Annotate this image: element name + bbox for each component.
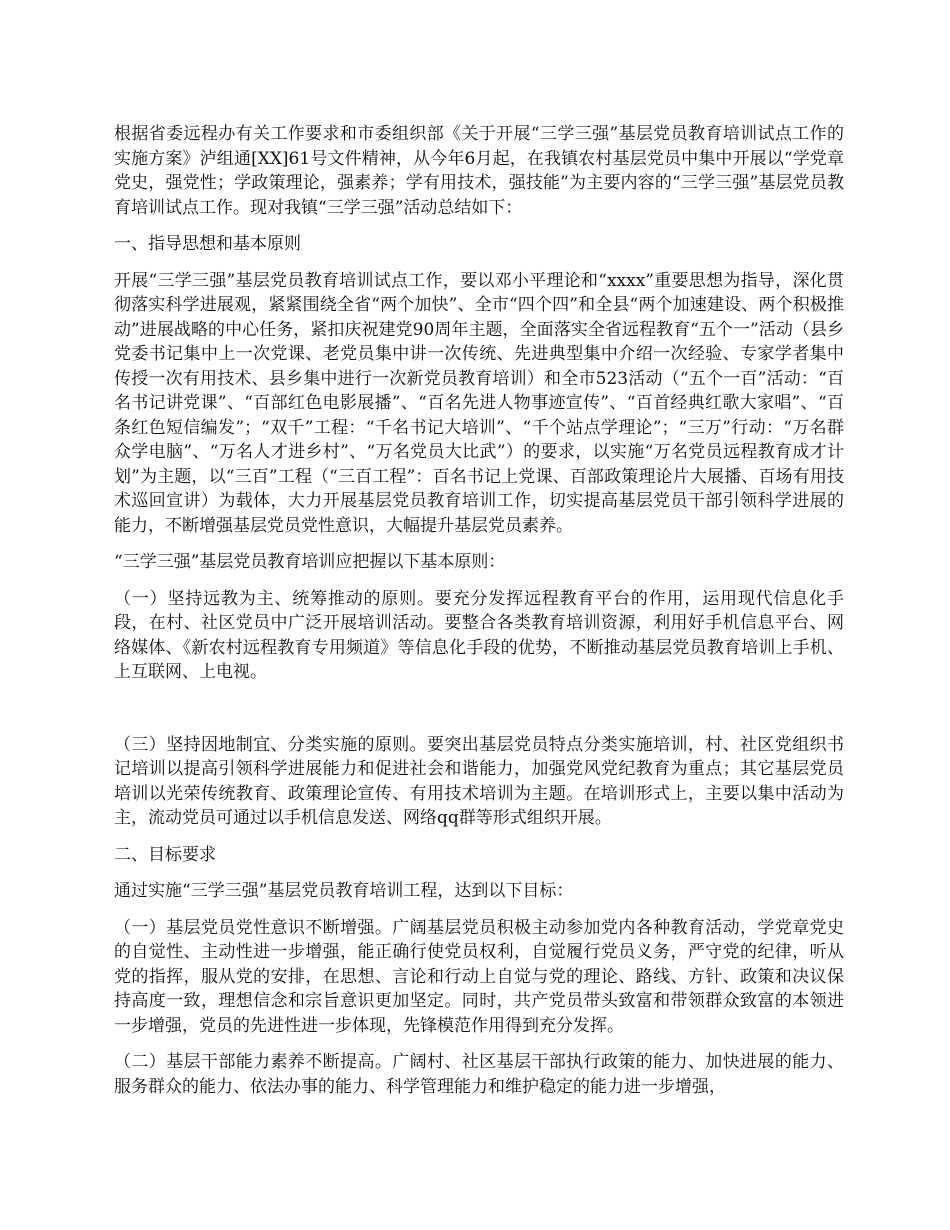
section-1-paragraph-4: （三）坚持因地制宜、分类实施的原则。要突出基层党员特点分类实施培训，村、社区党组织书记培训以提高引领科学进展能力和促进社会和谐能力，加强党风党纪教育为重点；其它基层党员培训以光荣传统教育、政策理论宣传、有用技术培训为主题。在培训形式上，主要以集中活动为主，流动党员可通过以手机信息发送、网络qq群等形式组织开展。	[114, 734, 844, 828]
blank-gap	[114, 697, 844, 733]
section-2-paragraph-1: 通过实施“三学三强”基层党员教育培训工程，达到以下目标：	[114, 881, 574, 901]
section-1-paragraph-1: 开展“三学三强”基层党员教育培训试点工作，要以邓小平理论和“xxxx”重要思想为指导，深化贯彻落实科学进展观，紧紧围绕全省“两个加快”、全市“四个四”和全县“两个加速建设、两个积极推动”进展战略的中心任务，紧扣庆祝建党90周年主题，全面落实全省远程教育“五个一”活动（县乡党委书记集中上一次党课、老党员集中讲一次传统、先进典型集中介绍一次经验、专家学者集中传授一次有用技术、县乡集中进行一次新党员教育培训）和全市523活动（“五个一百”活动：“百名书记讲党课”、“百部红色电影展播”、“百名先进人物事迹宣传”、“百首经典红歌大家唱”、“百条红色短信编发”；“双千”工程：“千名书记大培训”、“千个站点学理论”；“三万”行动：“万名群众学电脑”、“万名人才进乡村”、“万名党员大比武”）的要求，以实施“万名党员远程教育成才计划”为主题，以“三百”工程（“三百工程”：百名书记上党课、百部政策理论片大展播、百场有用技术巡回宣讲）为载体，大力开展基层党员教育培训工作，切实提高基层党员干部引领科学进展的能力，不断增强基层党员党性意识，大幅提升基层党员素养。	[114, 270, 844, 536]
section-1-heading: 一、指导思想和基本原则	[114, 234, 301, 254]
section-2-heading: 二、目标要求	[114, 844, 216, 865]
intro-paragraph: 根据省委远程办有关工作要求和市委组织部《关于开展“三学三强”基层党员教育培训试点工作的实施方案》泸组通[XX]61号文件精神，从今年6月起，在我镇农村基层党员中集中开展以“学党章党史，强党性；学政策理论，强素养；学有用技术，强技能”为主要内容的“三学三强”基层党员教育培训试点工作。现对我镇“三学三强”活动总结如下：	[114, 124, 844, 218]
section-2-paragraph-2: （一）基层党员党性意识不断增强。广阔基层党员积极主动参加党内各种教育活动，学党章党史的自觉性、主动性进一步增强，能正确行使党员权利，自觉履行党员义务，严守党的纪律，听从党的指挥，服从党的安排，在思想、言论和行动上自觉与党的理论、路线、方针、政策和决议保持高度一致，理想信念和宗旨意识更加坚定。同时，共产党员带头致富和带领群众致富的本领进一步增强，党员的先进性进一步体现，先锋模范作用得到充分发挥。	[114, 917, 844, 1036]
section-2-paragraph-3: （二）基层干部能力素养不断提高。广阔村、社区基层干部执行政策的能力、加快进展的能力、服务群众的能力、依法办事的能力、科学管理能力和维护稳定的能力进一步增强，	[114, 1052, 844, 1097]
document-body	[114, 122, 844, 1111]
section-1-paragraph-3: （一）坚持远教为主、统筹推动的原则。要充分发挥远程教育平台的作用，运用现代信息化手段，在村、社区党员中广泛开展培训活动。要整合各类教育培训资源，利用好手机信息平台、网络媒体、《新农村远程教育专用频道》等信息化手段的优势，不断推动基层党员教育培训上手机、上互联网、上电视。	[114, 588, 844, 682]
section-1-paragraph-2: “三学三强”基层党员教育培训应把握以下基本原则：	[114, 552, 506, 572]
